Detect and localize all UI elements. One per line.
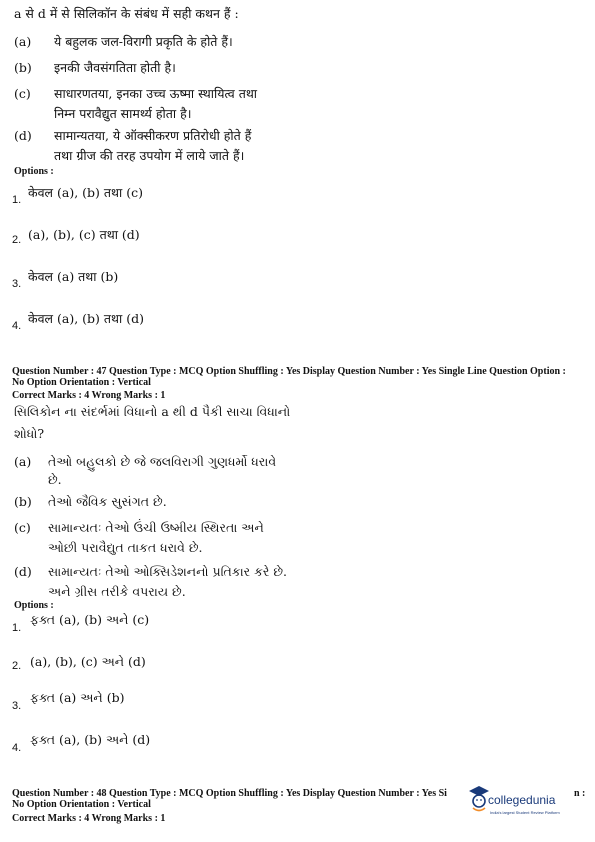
q48-meta-line1-end: n : <box>574 788 586 799</box>
q48-meta-line1: Question Number : 48 Question Type : MCQ Option Shuffling : Yes Display Question Number : Yes Si <box>12 788 447 799</box>
q48-marks: Correct Marks : 4 Wrong Marks : 1 <box>12 813 166 824</box>
q46-options-label: Options : <box>14 166 54 177</box>
q47-options-label: Options : <box>14 600 54 611</box>
q47-stem-line1: સિલિકોન ના સંદર્ભમાં વિધાનો a થી d પૈકી સાચા વિધાનો <box>14 404 291 419</box>
q47-meta-line1: Question Number : 47 Question Type : MCQ Option Shuffling : Yes Display Question Number : Yes Single Line Question Option : <box>12 366 566 377</box>
collegedunia-logo <box>468 781 586 823</box>
q48-meta-line2: No Option Orientation : Vertical <box>12 799 151 810</box>
q47-stem-line2: શોધો? <box>14 426 45 441</box>
logo-wordmark: collegedunia <box>488 793 556 807</box>
q47-marks: Correct Marks : 4 Wrong Marks : 1 <box>12 390 166 401</box>
logo-tagline: India's largest Student Review Platform <box>490 810 560 815</box>
q47-meta-line2: No Option Orientation : Vertical <box>12 377 151 388</box>
graduate-cap-icon <box>468 783 490 813</box>
q46-stem: a से d में से सिलिकॉन के संबंध में सही कथन हैं : <box>14 6 239 21</box>
